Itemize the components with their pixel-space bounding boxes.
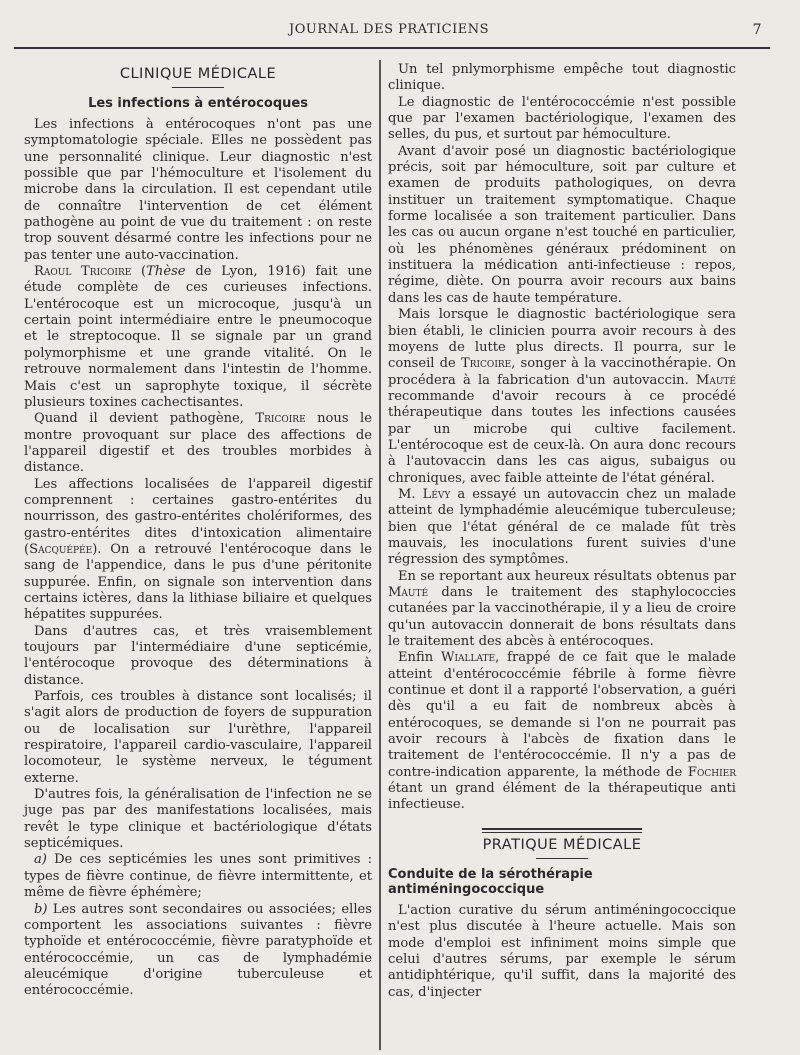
paragraph: Raoul Tricoire (Thèse de Lyon, 1916) fait une étude complète de ces curieuses infections. L'entérocoque est un microcoque, jusqu'à un certain point intermédiaire entre le pneumocoque et le streptocoque. Il se signale par un grand polymorphisme et une grande vitalité. On le retrouve normalement dans l'intestin de l'homme. Mais c'est un saprophyte toxique, il sécrète plusieurs toxines cachectisantes. bbox=[24, 264, 372, 410]
right-column bbox=[388, 62, 736, 1001]
section-rule bbox=[536, 858, 588, 859]
paragraph: Enfin Wiallate, frappé de ce fait que le malade atteint d'entérococcémie fébrile à forme fièvre continue et dont il a rapporté l'observation, a guéri dès qu'il a eu fait de nombreux abcès à entérocoques, se demande si l'on ne pourrait pas avoir recours à l'abcès de fixation dans le traitement de l'entérococcémie. Il n'y a pas de contre-indication apparente, la méthode de Fochier étant un grand élément de la thérapeutique anti infectieuse. bbox=[388, 650, 736, 813]
article-title-serotherapie: Conduite de la sérothérapie antiméningococcique bbox=[388, 866, 593, 897]
paragraph: Les affections localisées de l'appareil digestif comprennent : certaines gastro-entérites du nourrisson, des gastro-entérites cholériformes, des gastro-entérites dites d'intoxication alimentaire (Sacquépée). On a retrouvé l'entérocoque dans le sang de l'appendice, dans le pus d'une péritonite suppurée. Enfin, on signale son intervention dans certains ictères, dans la lithiase biliaire et quelques hépatites suppurées. bbox=[24, 476, 372, 623]
section-separator bbox=[482, 828, 642, 833]
paragraph: a) De ces septicémies les unes sont primitives : types de fièvre continue, de fièvre intermittente, et même de fièvre éphémère; bbox=[24, 852, 372, 901]
column-divider bbox=[379, 60, 381, 1050]
author-name: Mauté bbox=[695, 372, 736, 388]
author-name: Lévy bbox=[422, 486, 451, 502]
work-title: Thèse bbox=[146, 264, 186, 280]
author-name: Wiallate bbox=[441, 650, 496, 666]
author-name: Tricoire bbox=[460, 356, 512, 372]
header-rule bbox=[14, 47, 770, 49]
paragraph: Mais lorsque le diagnostic bactériologique sera bien établi, le clinicien pourra avoir recours à des moyens de lutte plus directs. Il pourra, sur le conseil de Tricoire, songer à la vaccinothérapie. On procédera à la fabrication d'un autovaccin. Mauté recommande d'avoir recours à ce procédé thérapeutique dans toutes les infections causées par un microbe qui cultive facilement. L'entérocoque est de ceux-là. On aura donc recours à l'autovaccin dans les cas aigus, subaigus ou chroniques, avec faible atteinte de l'état général. bbox=[388, 307, 737, 486]
list-marker: a) bbox=[34, 852, 47, 868]
journal-title: JOURNAL DES PRATICIENS bbox=[289, 22, 489, 37]
article-title-enterocoques: Les infections à entérocoques bbox=[88, 96, 308, 111]
author-name: Mauté bbox=[388, 585, 429, 600]
section-rule bbox=[172, 87, 224, 88]
author-name: Raoul Tricoire bbox=[34, 264, 132, 280]
page-number: 7 bbox=[752, 22, 762, 38]
paragraph: Dans d'autres cas, et très vraisemblement toujours par l'intermédiaire d'une septicémie, l'entérocoque provoque des déterminations à distance. bbox=[24, 623, 372, 688]
paragraph: Les infections à entérocoques n'ont pas une symptomatologie spéciale. Elles ne possèdent pas une personnalité clinique. Leur diagnostic n'est possible que par l'hémoculture et l'isolement du microbe dans la circulation. Il est cependant utile de connaître l'intervention de cet élément pathogène au point de vue du traitement : on reste trop souvent désarmé contre les infections pour ne pas tenter une auto-vaccination. bbox=[24, 117, 372, 263]
paragraph: Avant d'avoir posé un diagnostic bactériologique précis, soit par hémoculture, soit par culture et examen de produits pathologiques, on devra instituer un traitement symptomatique. Chaque forme localisée a son traitement particulier. Dans les cas ou aucun organe n'est touché en particulier, où les phénomènes généraux prédominent on instituera la médication anti-infectieuse : repos, régime, diète. On pourra avoir recours aux bains dans les cas de haute température. bbox=[388, 143, 736, 306]
section-title-clinique: CLINIQUE MÉDICALE bbox=[119, 66, 277, 82]
paragraph: Un tel pnlymorphisme empêche tout diagnostic clinique. bbox=[388, 62, 736, 94]
author-name: Fochier bbox=[687, 764, 736, 780]
paragraph: En se reportant aux heureux résultats obtenus par Mauté dans le traitement des staphylococcies cutanées par la vaccinothérapie, il y a lieu de croire qu'un autovaccin donnerait de bons résultats dans le traitement des abcès à entérocoques. bbox=[388, 568, 736, 650]
author-name: Tricoire bbox=[255, 411, 306, 427]
left-column bbox=[24, 62, 372, 1000]
paragraph: Quand il devient pathogène, Tricoire nous le montre provoquant sur place des affections de l'appareil digestif et des troubles morbides à distance. bbox=[24, 411, 372, 476]
list-marker: b) bbox=[34, 901, 48, 917]
paragraph: M. Lévy a essayé un autovaccin chez un malade atteint de lymphadémie aleucémique tuberculeuse; bien que l'état général de ce malade fût très mauvais, les inoculations furent suivies d'une régression des symptômes. bbox=[388, 486, 736, 568]
author-name: Sacquépée bbox=[29, 541, 93, 557]
paragraph: D'autres fois, la généralisation de l'infection ne se juge pas par des manifestations localisées, mais revêt le type clinique et bactériologique d'états septicémiques. bbox=[24, 787, 372, 852]
paragraph: Parfois, ces troubles à distance sont localisés; il s'agit alors de production de foyers de suppuration ou de localisation sur l'urèthre, l'appareil respiratoire, l'appareil cardio-vasculaire, l'appareil locomoteur, le système nerveux, le tégument externe. bbox=[24, 689, 372, 786]
paragraph: Le diagnostic de l'entérococcémie n'est possible que par l'examen bactériologique, l'examen des selles, du pus, et surtout par hémoculture. bbox=[388, 94, 736, 143]
paragraph: b) Les autres sont secondaires ou associées; elles comportent les associations suivantes : fièvre typhoïde et entérococcémie, fièvre paratyphoïde et entérococcémie, un cas de lymphadémie aleucémique d'origine tuberculeuse et entérococcémie. bbox=[24, 901, 372, 999]
paragraph: L'action curative du sérum antiméningococcique n'est plus discutée à l'heure actuelle. Mais son mode d'emploi est infiniment moins simple que celui d'autres sérums, par exemple le sérum antidiphtérique, qu'il suffit, dans la majorité des cas, d'injecter bbox=[388, 902, 736, 1000]
running-head bbox=[14, 22, 774, 40]
section-title-pratique: PRATIQUE MÉDICALE bbox=[482, 836, 642, 853]
